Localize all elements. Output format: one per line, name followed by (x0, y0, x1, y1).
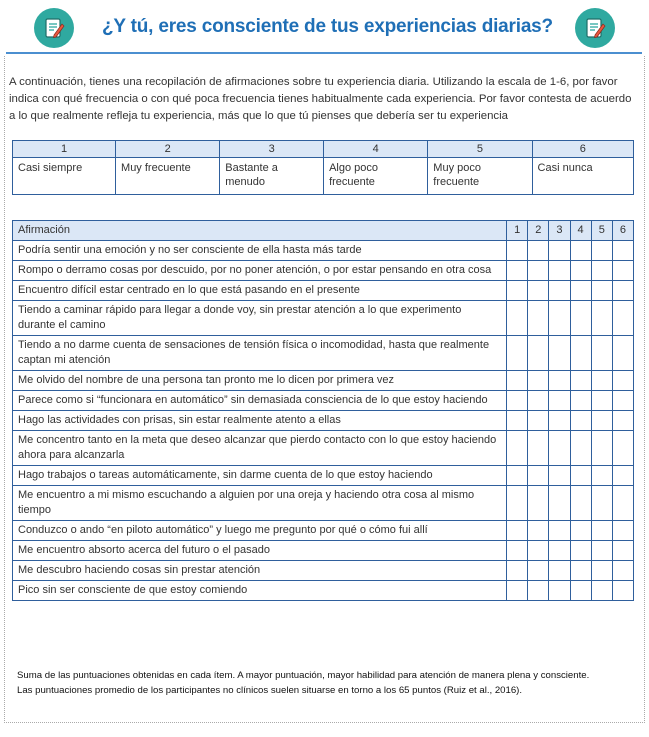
column-header-score: 1 (507, 221, 528, 241)
table-row (13, 301, 634, 336)
score-cell[interactable] (528, 261, 549, 281)
score-cell[interactable] (507, 371, 528, 391)
statement-text: Rompo o derramo cosas por descuido, por no poner atención, o por estar pensando en otra cosa (13, 261, 507, 281)
table-row (13, 486, 634, 521)
statement-text: Hago trabajos o tareas automáticamente, sin darme cuenta de lo que estoy haciendo (13, 466, 507, 486)
score-cell[interactable] (549, 241, 570, 261)
table-row (13, 411, 634, 431)
score-cell[interactable] (612, 561, 633, 581)
score-cell[interactable] (591, 581, 612, 601)
column-header-score: 3 (549, 221, 570, 241)
score-cell[interactable] (507, 261, 528, 281)
score-cell[interactable] (528, 391, 549, 411)
score-cell[interactable] (549, 581, 570, 601)
scoring-note (17, 668, 637, 698)
score-cell[interactable] (612, 521, 633, 541)
score-cell[interactable] (528, 281, 549, 301)
score-cell[interactable] (612, 261, 633, 281)
score-cell[interactable] (612, 466, 633, 486)
score-cell[interactable] (591, 301, 612, 336)
score-cell[interactable] (612, 486, 633, 521)
score-cell[interactable] (591, 466, 612, 486)
score-cell[interactable] (507, 541, 528, 561)
table-row (13, 466, 634, 486)
table-row (13, 391, 634, 411)
score-cell[interactable] (570, 466, 591, 486)
score-cell[interactable] (549, 261, 570, 281)
statement-text: Tiendo a no darme cuenta de sensaciones de tensión física o incomodidad, hasta que realmente captan mi atención (13, 336, 507, 371)
scale-number: 2 (116, 141, 220, 158)
score-cell[interactable] (612, 241, 633, 261)
score-cell[interactable] (549, 281, 570, 301)
score-cell[interactable] (591, 371, 612, 391)
score-cell[interactable] (591, 411, 612, 431)
statements-table (12, 220, 634, 601)
score-cell[interactable] (549, 541, 570, 561)
score-cell[interactable] (507, 581, 528, 601)
score-cell[interactable] (549, 301, 570, 336)
table-row (13, 561, 634, 581)
score-cell[interactable] (570, 561, 591, 581)
scale-label: Muy poco frecuente (428, 158, 532, 195)
score-cell[interactable] (549, 371, 570, 391)
score-cell[interactable] (507, 391, 528, 411)
statement-text: Podría sentir una emoción y no ser consciente de ella hasta más tarde (13, 241, 507, 261)
score-cell[interactable] (570, 581, 591, 601)
statement-text: Hago las actividades con prisas, sin estar realmente atento a ellas (13, 411, 507, 431)
score-cell[interactable] (612, 281, 633, 301)
score-cell[interactable] (507, 281, 528, 301)
score-cell[interactable] (591, 241, 612, 261)
score-cell[interactable] (549, 391, 570, 411)
score-cell[interactable] (528, 466, 549, 486)
statement-text: Me concentro tanto en la meta que deseo alcanzar que pierdo contacto con lo que estoy haciendo ahora para alcanzarla (13, 431, 507, 466)
notepad-pencil-icon (34, 8, 74, 48)
score-cell[interactable] (612, 581, 633, 601)
column-header-score: 5 (591, 221, 612, 241)
score-cell[interactable] (549, 466, 570, 486)
score-cell[interactable] (591, 281, 612, 301)
statement-text: Me olvido del nombre de una persona tan pronto me lo dicen por primera vez (13, 371, 507, 391)
statement-text: Me encuentro absorto acerca del futuro o el pasado (13, 541, 507, 561)
scale-label: Muy frecuente (116, 158, 220, 195)
scale-number: 6 (532, 141, 633, 158)
score-cell[interactable] (507, 521, 528, 541)
score-cell[interactable] (570, 391, 591, 411)
score-cell[interactable] (528, 561, 549, 581)
score-cell[interactable] (612, 541, 633, 561)
column-header-score: 4 (570, 221, 591, 241)
score-cell[interactable] (507, 486, 528, 521)
column-header-score: 6 (612, 221, 633, 241)
frequency-scale-table (12, 140, 634, 195)
score-cell[interactable] (528, 301, 549, 336)
score-cell[interactable] (528, 541, 549, 561)
score-cell[interactable] (549, 561, 570, 581)
score-cell[interactable] (591, 336, 612, 371)
score-cell[interactable] (528, 241, 549, 261)
table-row (13, 371, 634, 391)
statement-text: Encuentro difícil estar centrado en lo que está pasando en el presente (13, 281, 507, 301)
table-row (13, 241, 634, 261)
score-cell[interactable] (528, 371, 549, 391)
score-cell[interactable] (549, 411, 570, 431)
scale-label: Casi nunca (532, 158, 633, 195)
table-row (13, 336, 634, 371)
score-cell[interactable] (549, 486, 570, 521)
table-row (13, 261, 634, 281)
page-title: ¿Y tú, eres consciente de tus experiencias diarias? (102, 16, 553, 37)
score-cell[interactable] (570, 336, 591, 371)
score-cell[interactable] (570, 411, 591, 431)
statement-text: Tiendo a caminar rápido para llegar a donde voy, sin prestar atención a lo que experimento durante el camino (13, 301, 507, 336)
scale-number: 5 (428, 141, 532, 158)
score-cell[interactable] (507, 466, 528, 486)
score-cell[interactable] (528, 431, 549, 466)
score-cell[interactable] (528, 486, 549, 521)
score-cell[interactable] (528, 581, 549, 601)
score-cell[interactable] (549, 431, 570, 466)
score-cell[interactable] (612, 431, 633, 466)
score-cell[interactable] (612, 391, 633, 411)
score-cell[interactable] (528, 521, 549, 541)
score-cell[interactable] (528, 336, 549, 371)
score-cell[interactable] (549, 336, 570, 371)
score-cell[interactable] (570, 261, 591, 281)
score-cell[interactable] (612, 371, 633, 391)
notepad-pencil-icon (575, 8, 615, 48)
table-row (13, 281, 634, 301)
score-cell[interactable] (591, 261, 612, 281)
score-cell[interactable] (570, 521, 591, 541)
page-header (0, 0, 649, 58)
table-row (13, 431, 634, 466)
score-cell[interactable] (591, 391, 612, 411)
score-cell[interactable] (570, 241, 591, 261)
score-cell[interactable] (612, 336, 633, 371)
score-cell[interactable] (570, 486, 591, 521)
score-cell[interactable] (612, 301, 633, 336)
scoring-note-line: Las puntuaciones promedio de los participantes no clínicos suelen situarse en torno a los 65 puntos (Ruiz et al., 2016). (17, 685, 523, 696)
instructions-text: A continuación, tienes una recopilación de afirmaciones sobre tu experiencia diaria. Utilizando la escala de 1-6, por favor indica con qué frecuencia o con qué poca frecuencia tienes habitualmente cada experiencia. Por favor contesta de acuerdo a lo que realmente refleja tu experiencia, más que lo que tú pienses que debería ser tu experiencia (9, 76, 632, 122)
statement-text: Conduzco o ando “en piloto automático” y luego me pregunto por qué o cómo fui allí (13, 521, 507, 541)
statement-text: Me descubro haciendo cosas sin prestar atención (13, 561, 507, 581)
score-cell[interactable] (507, 561, 528, 581)
table-row (13, 541, 634, 561)
table-header-row (13, 221, 634, 241)
score-cell[interactable] (528, 411, 549, 431)
score-cell[interactable] (507, 431, 528, 466)
scale-number: 4 (324, 141, 428, 158)
score-cell[interactable] (507, 411, 528, 431)
statement-text: Pico sin ser consciente de que estoy comiendo (13, 581, 507, 601)
score-cell[interactable] (570, 431, 591, 466)
scale-label: Casi siempre (13, 158, 116, 195)
score-cell[interactable] (570, 281, 591, 301)
score-cell[interactable] (570, 371, 591, 391)
score-cell[interactable] (549, 521, 570, 541)
score-cell[interactable] (612, 411, 633, 431)
score-cell[interactable] (591, 521, 612, 541)
scale-number: 1 (13, 141, 116, 158)
header-divider (6, 52, 642, 54)
table-row (13, 521, 634, 541)
statement-text: Parece como si “funcionara en automático” sin demasiada consciencia de lo que estoy haciendo (13, 391, 507, 411)
score-cell[interactable] (591, 561, 612, 581)
score-cell[interactable] (591, 486, 612, 521)
table-row (13, 581, 634, 601)
score-cell[interactable] (507, 336, 528, 371)
scale-label: Algo poco frecuente (324, 158, 428, 195)
score-cell[interactable] (591, 541, 612, 561)
score-cell[interactable] (570, 541, 591, 561)
column-header-score: 2 (528, 221, 549, 241)
scale-label: Bastante a menudo (220, 158, 324, 195)
score-cell[interactable] (570, 301, 591, 336)
scoring-note-line: Suma de las puntuaciones obtenidas en cada ítem. A mayor puntuación, mayor habilidad para atención de manera plena y consciente. (17, 670, 590, 681)
statement-text: Me encuentro a mi mismo escuchando a alguien por una oreja y haciendo otra cosa al mismo tiempo (13, 486, 507, 521)
score-cell[interactable] (591, 431, 612, 466)
scale-number: 3 (220, 141, 324, 158)
score-cell[interactable] (507, 301, 528, 336)
score-cell[interactable] (507, 241, 528, 261)
column-header-statement: Afirmación (13, 221, 507, 241)
